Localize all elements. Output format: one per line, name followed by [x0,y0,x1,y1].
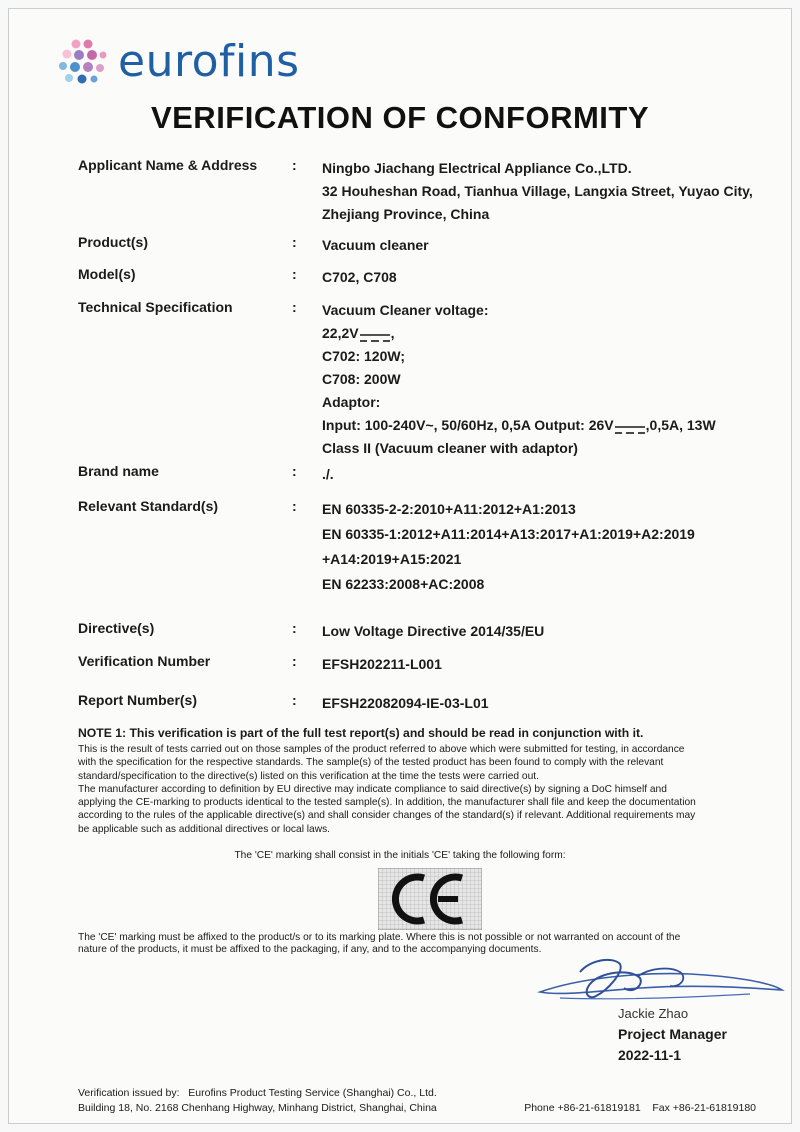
tech-spec-line: 22,2V , [322,325,395,341]
note-section [78,725,778,836]
colon: : [292,299,297,315]
standard-item: +A14:2019+A15:2021 [322,551,462,567]
colon: : [292,266,297,282]
note-line: applying the CE-marking to products identical to the tested sample(s). In addition, the manufacturer shall file and keep the documentation [78,797,696,809]
standards-label: Relevant Standard(s) [78,498,219,514]
eurofins-wordmark: eurofins [118,36,300,87]
adaptor-text: Input: 100-240V~, 50/60Hz, 0,5A Output: 26V [322,417,614,433]
signatory-name: Jackie Zhao [618,1006,689,1021]
applicant-line: Zhejiang Province, China [322,206,490,222]
tech-spec-line: Adaptor: [322,394,381,410]
applicant-value [322,157,782,226]
colon: : [292,620,297,636]
directive-label: Directive(s) [78,620,155,636]
tech-spec-line: C708: 200W [322,371,401,387]
model-value: C702, C708 [322,269,397,285]
report-number-value: EFSH22082094-IE-03-L01 [322,695,489,711]
colon: : [292,692,297,708]
ce-affix-line: The 'CE' marking must be affixed to the product/s or to its marking plate. Where this is not possible or not warranted on account of the [78,932,681,943]
voltage-text: 22,2V [322,325,359,341]
eurofins-logo [58,38,300,86]
signature-date: 2022-11-1 [618,1047,682,1063]
eurofins-dots-icon [58,38,108,86]
note-body [78,743,778,836]
brand-name-label: Brand name [78,463,159,479]
tech-spec-value [322,299,782,460]
signatory-position: Project Manager [618,1026,727,1042]
dc-current-icon [615,419,645,429]
product-label: Product(s) [78,234,148,250]
signatory-block [618,1003,727,1066]
standard-item: EN 60335-1:2012+A11:2014+A13:2017+A1:2019+A2:2019 [322,526,695,542]
standards-list [322,497,782,597]
verification-number-value: EFSH202211-L001 [322,656,442,672]
ce-intro-text: The 'CE' marking shall consist in the initials 'CE' taking the following form: [234,850,566,861]
model-label: Model(s) [78,266,136,282]
applicant-line: Ningbo Jiachang Electrical Appliance Co.,LTD. [322,160,632,176]
applicant-line: 32 Houheshan Road, Tianhua Village, Langxia Street, Yuyao City, [322,183,753,199]
standard-item: EN 60335-2-2:2010+A11:2012+A1:2013 [322,501,576,517]
note-line: The manufacturer according to definition by EU directive may indicate compliance to said directive(s) by signing a DoC himself and [78,783,667,795]
tech-spec-label: Technical Specification [78,299,233,315]
footer-address: Building 18, No. 2168 Chenhang Highway, Minhang District, Shanghai, China [78,1102,437,1114]
colon: : [292,234,297,250]
note-line: standard/specification to the directive(s) listed on this verification at the time the tests were carried out. [78,770,539,782]
applicant-label: Applicant Name & Address [78,157,258,173]
footer [78,1086,778,1116]
brand-name-value: ./. [322,466,334,482]
note-line: be applicable such as additional directives or local laws. [78,823,330,835]
ce-mark-icon [378,868,482,930]
product-value: Vacuum cleaner [322,237,429,253]
footer-phone: Phone +86-21-61819181 [524,1102,641,1114]
footer-fax: Fax +86-21-61819180 [652,1102,756,1114]
note-line: This is the result of tests carried out on those samples of the product referred to above which were submitted for testing, in accordance [78,744,685,755]
footer-issued-by: Verification issued by: Eurofins Product Testing Service (Shanghai) Co., Ltd. [78,1087,437,1099]
note-heading: NOTE 1: This verification is part of the full test report(s) and should be read in conjunction with it. [78,726,644,740]
document-title: VERIFICATION OF CONFORMITY [150,100,650,135]
report-number-label: Report Number(s) [78,692,198,708]
footer-contact [524,1101,756,1116]
tech-spec-line: C702: 120W; [322,348,406,364]
note-line: according to the rules of the applicable directive(s) and shall consider changes of the standard(s) if relevant. Additional requirements may [78,810,696,822]
note-line: with the specification for the respective standards. The sample(s) of the tested product has been found to comply with the relevant [78,757,664,769]
colon: : [292,157,297,173]
colon: : [292,498,297,514]
colon: : [292,463,297,479]
tech-spec-line: Input: 100-240V~, 50/60Hz, 0,5A Output: 26V ,0,5A, 13W [322,417,716,433]
colon: : [292,653,297,669]
tech-spec-line: Class II (Vacuum cleaner with adaptor) [322,440,578,456]
dc-current-icon [360,327,390,337]
directive-value: Low Voltage Directive 2014/35/EU [322,623,545,639]
tech-spec-line: Vacuum Cleaner voltage: [322,302,489,318]
ce-affix-line: nature of the products, it must be affixed to the packaging, if any, and to the accompanying documents. [78,944,542,955]
standard-item: EN 62233:2008+AC:2008 [322,576,485,592]
verification-number-label: Verification Number [78,653,211,669]
